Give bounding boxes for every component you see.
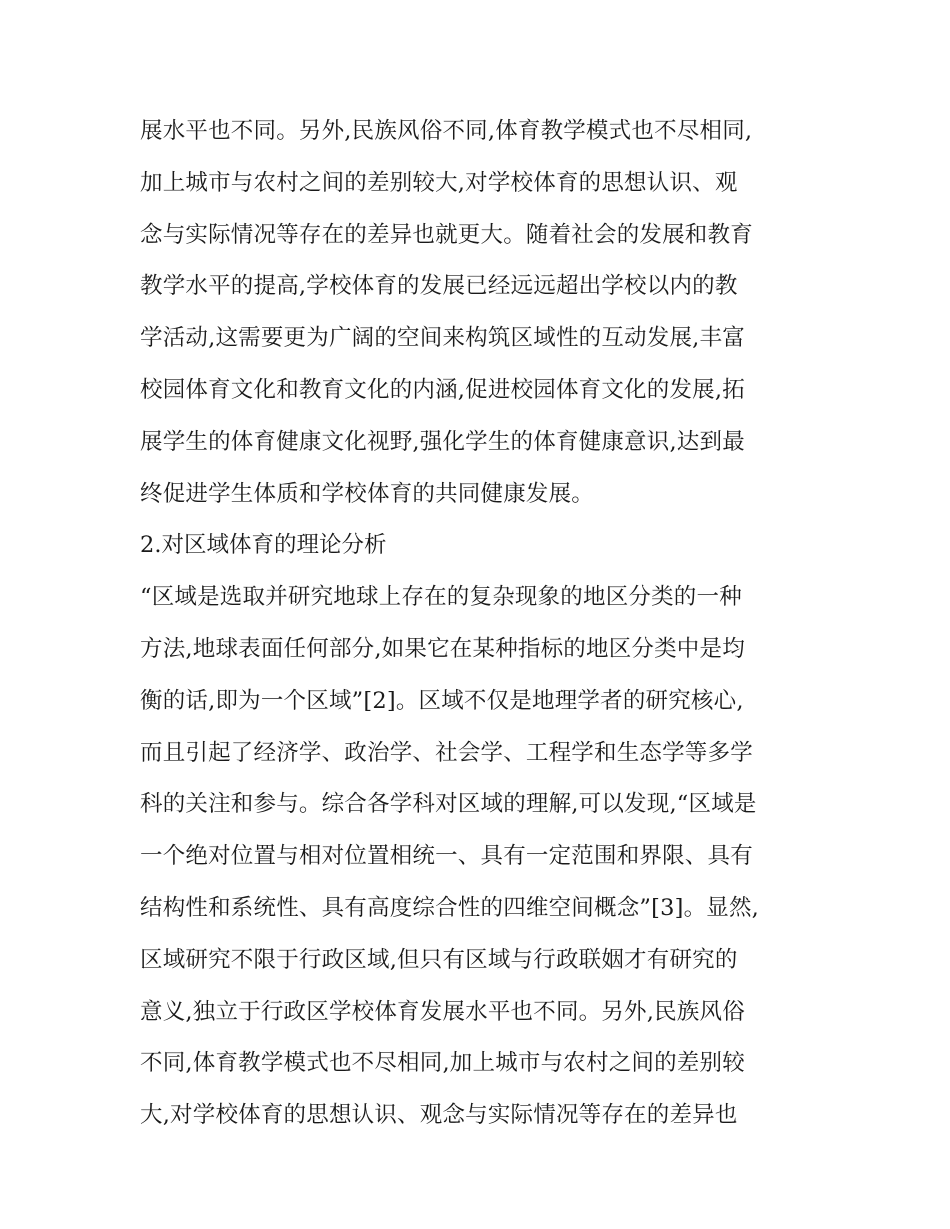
text-line: “区域是选取并研究地球上存在的复杂现象的地区分类的一种 [140,584,742,611]
text-line: 展水平也不同。另外,民族风俗不同,体育教学模式也不尽相同, [140,118,753,144]
text-line: 方法,地球表面任何部分,如果它在某种指标的地区分类中是均 [140,635,745,662]
text-line: 展学生的体育健康文化视野,强化学生的体育健康意识,达到最 [140,428,745,455]
text-line: 而且引起了经济学、政治学、社会学、工程学和生态学等多学 [140,739,753,766]
text-line: 结构性和系统性、具有高度综合性的四维空间概念”[3]。显然, [140,894,760,921]
text-line: 加上城市与农村之间的差别较大,对学校体育的思想认识、观 [140,169,738,196]
text-line: 终促进学生体质和学校体育的共同健康发展。 [140,480,595,507]
text-line: 一个绝对位置与相对位置相统一、具有一定范围和界限、具有 [140,843,753,870]
text-line: 学活动,这需要更为广阔的空间来构筑区域性的互动发展,丰富 [140,325,745,352]
text-line: 意义,独立于行政区学校体育发展水平也不同。另外,民族风俗 [140,998,745,1025]
body-text [140,106,820,1142]
text-line: 不同,体育教学模式也不尽相同,加上城市与农村之间的差别较 [140,1050,745,1077]
text-line: 校园体育文化和教育文化的内涵,促进校园体育文化的发展,拓 [140,376,745,403]
text-line: 大,对学校体育的思想认识、观念与实际情况等存在的差异也 [140,1102,738,1129]
text-line: 教学水平的提高,学校体育的发展已经远远超出学校以内的教 [140,273,738,300]
text-line: 区域研究不限于行政区域,但只有区域与行政联姻才有研究的 [140,946,738,973]
section-heading: 2.对区域体育的理论分析 [140,532,387,559]
text-line: 科的关注和参与。综合各学科对区域的理解,可以发现,“区域是 [140,791,757,818]
text-line: 念与实际情况等存在的差异也就更大。随着社会的发展和教育 [140,221,753,248]
text-line: 衡的话,即为一个区域”[2]。区域不仅是地理学者的研究核心, [140,687,744,714]
